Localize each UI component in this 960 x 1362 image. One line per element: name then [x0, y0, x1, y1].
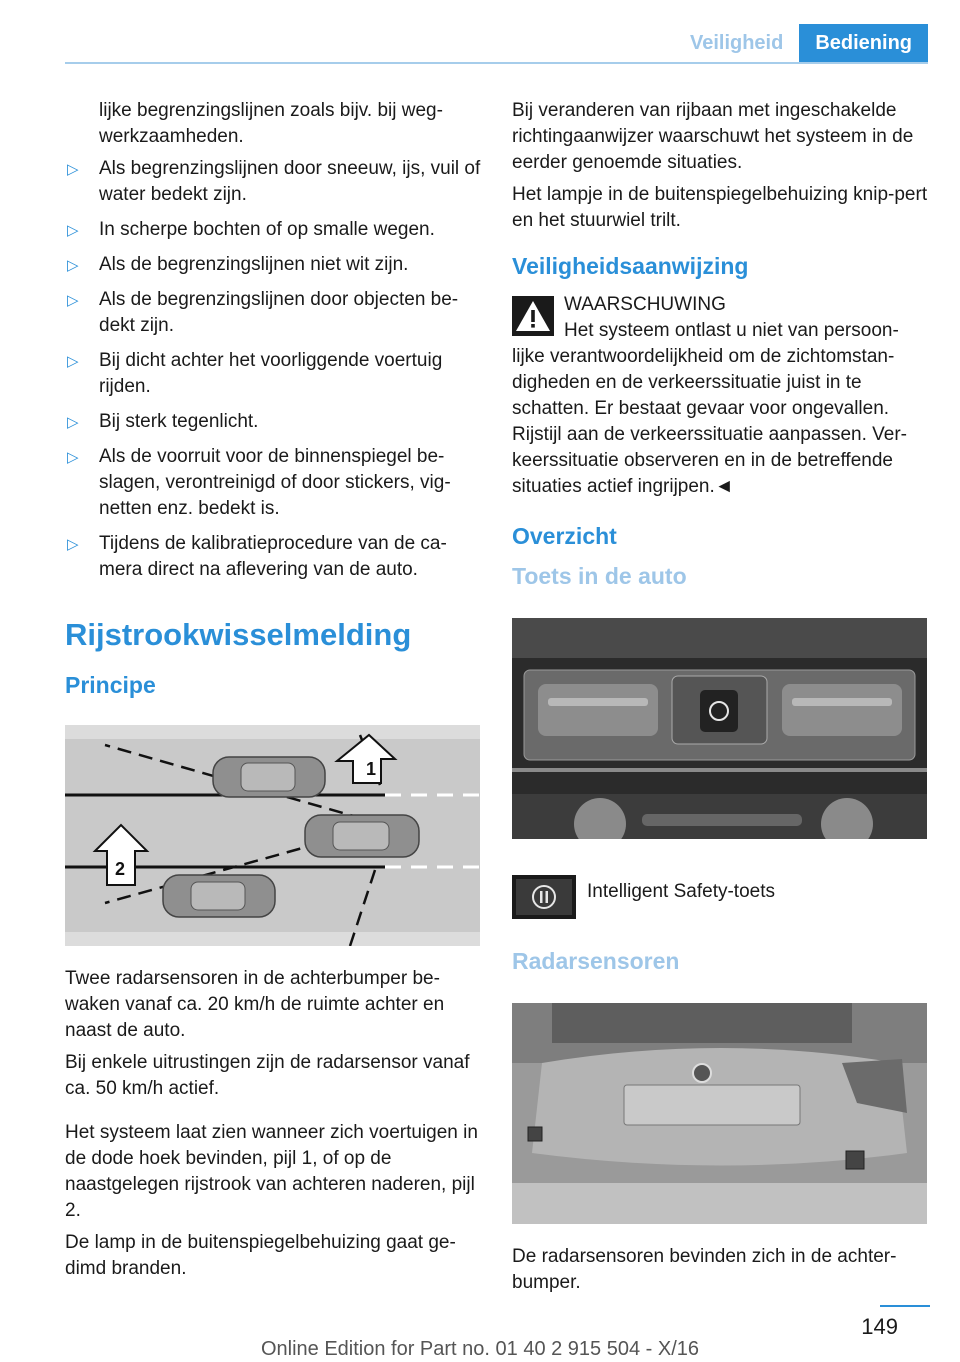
list-item: ▷ Als begrenzingslijnen door sneeuw, ijs, vuil of water bedekt zijn. [67, 158, 481, 205]
arrow-label: 1 [366, 759, 377, 779]
tab-bediening[interactable]: Bediening [799, 24, 928, 62]
warning-first-line: Het systeem ontlast u niet van persoon- [564, 320, 899, 341]
dashboard-button-photo [512, 618, 927, 839]
button-title: Toets in de auto [512, 563, 687, 589]
edition-footer: Online Edition for Part no. 01 40 2 915 504 - X/16 [260, 1338, 700, 1360]
triangle-bullet-icon: ▷ [67, 449, 79, 466]
triangle-bullet-icon: ▷ [67, 414, 79, 431]
radar-title: Radarsensoren [512, 948, 680, 974]
paragraph: Het lampje in de buitenspiegelbehuizing knip-pert en het stuurwiel trilt. [512, 184, 928, 231]
car-top-icon [305, 815, 419, 857]
list-item: ▷ Tijdens de kalibratieprocedure van de ca-mera direct na aflevering van de auto. [67, 533, 447, 580]
rear-bumper-photo [512, 1003, 927, 1224]
list-item: ▷ In scherpe bochten of op smalle wegen. [65, 217, 481, 243]
list-item: ▷ Bij sterk tegenlicht. [65, 409, 481, 435]
intro-continuation: lijke begrenzingslijnen zoals bijv. bij weg-werkzaamheden. [99, 100, 443, 147]
paragraph: De lamp in de buitenspiegelbehuizing gaat ge-dimd branden. [65, 1232, 456, 1279]
radar-text: De radarsensoren bevinden zich in de achter-bumper. [512, 1246, 897, 1293]
tab-veiligheid[interactable]: Veiligheid [674, 24, 799, 62]
warning-text: lijke verantwoordelijkheid om de zichtomstan-digheden en de verkeerssituatie juist in te schatten. Er bestaat gevaar voor ongevallen. Rijstijl aan de verkeerssituatie aanpassen. Ver-keerssituatie observeren en in de betreffende situaties actief ingrijpen.◄ [512, 346, 907, 497]
intelligent-safety-button-icon[interactable] [512, 875, 576, 919]
intelligent-safety-button-row [512, 875, 928, 935]
warning-label: WAARSCHUWING [564, 294, 726, 315]
paragraph: Twee radarsensoren in de achterbumper be-waken vanaf ca. 20 km/h de ruimte achter en naast de auto. [65, 968, 445, 1041]
section-title: Rijstrookwisselmelding [65, 617, 412, 652]
arrow-label: 2 [115, 859, 126, 879]
footer-divider [880, 1305, 930, 1307]
left-column [65, 98, 481, 1288]
button-label: Intelligent Safety-toets [587, 881, 775, 902]
car-top-icon [213, 757, 325, 797]
paragraph: Bij enkele uitrustingen zijn de radarsensor vanaf ca. 50 km/h actief. [65, 1052, 470, 1099]
triangle-bullet-icon: ▷ [67, 292, 79, 309]
right-column [512, 98, 928, 1302]
lane-change-diagram [65, 725, 480, 946]
overview-title: Overzicht [512, 523, 617, 549]
triangle-bullet-icon: ▷ [67, 222, 79, 239]
safety-title: Veiligheidsaanwijzing [512, 253, 749, 279]
warning-block [512, 292, 928, 344]
condition-list [65, 156, 481, 583]
warning-triangle-icon [512, 296, 554, 336]
subsection-title: Principe [65, 672, 156, 698]
list-item: ▷ Als de begrenzingslijnen door objecten be-dekt zijn. [67, 289, 459, 336]
paragraph: Het systeem laat zien wanneer zich voertuigen in de dode hoek bevinden, pijl 1, of op de naastgelegen rijstrook van achteren naderen, pijl 2. [65, 1122, 478, 1221]
paragraph: Bij veranderen van rijbaan met ingeschakelde richtingaanwijzer waarschuwt het systeem in de eerder genoemde situaties. [512, 100, 914, 173]
car-top-icon [163, 875, 275, 917]
list-item: ▷ Als de begrenzingslijnen niet wit zijn. [65, 252, 481, 278]
header-divider [65, 62, 928, 64]
triangle-bullet-icon: ▷ [67, 536, 79, 553]
list-item: ▷ Als de voorruit voor de binnenspiegel be-slagen, verontreinigd of door stickers, vig-netten enz. bedekt is. [67, 446, 451, 519]
list-item: ▷ Bij dicht achter het voorliggende voertuig rijden. [67, 350, 443, 397]
triangle-bullet-icon: ▷ [67, 353, 79, 370]
triangle-bullet-icon: ▷ [67, 161, 79, 178]
page-number: 149 [861, 1314, 898, 1339]
header-tabs [674, 24, 928, 62]
triangle-bullet-icon: ▷ [67, 257, 79, 274]
